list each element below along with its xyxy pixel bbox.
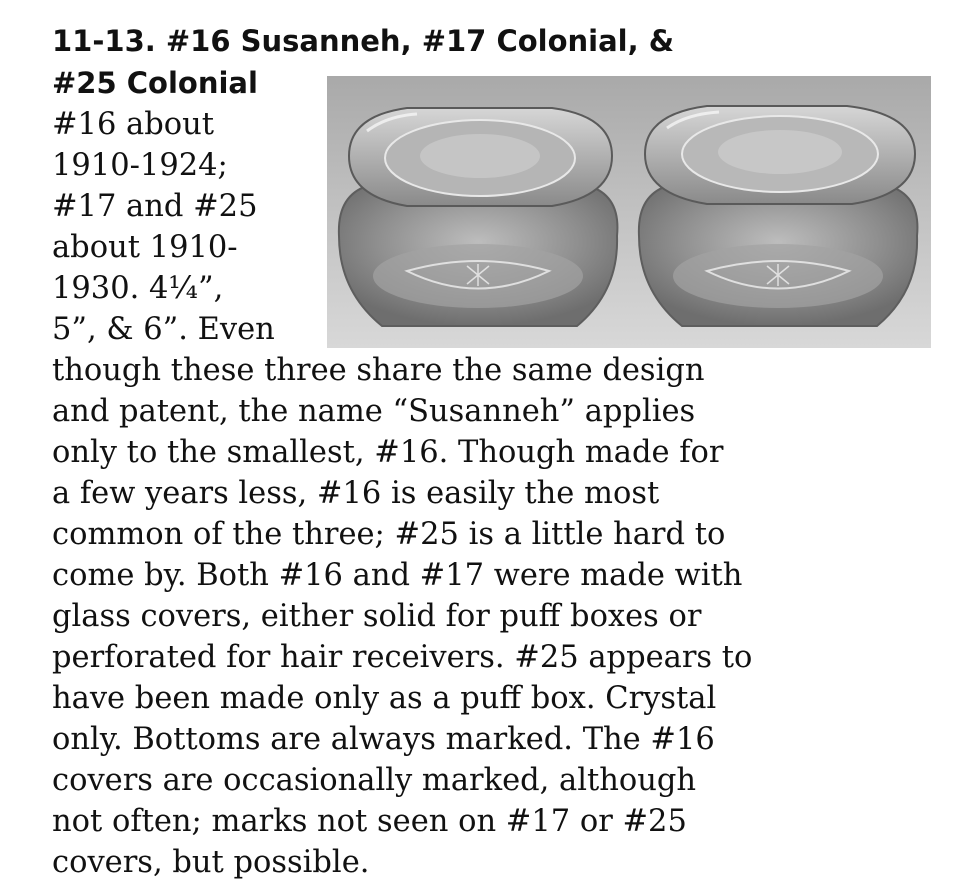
body-text-line: about 1910- xyxy=(52,230,238,265)
body-text-line: glass covers, either solid for puff boxes or xyxy=(52,599,702,634)
body-text-line: 1910-1924; xyxy=(52,148,228,183)
body-text-line: only. Bottoms are always marked. The #16 xyxy=(52,722,715,757)
body-text-line: and patent, the name “Susanneh” applies xyxy=(52,394,696,429)
body-text-line: a few years less, #16 is easily the most xyxy=(52,476,660,511)
body-text-line: have been made only as a puff box. Crystal xyxy=(52,681,717,716)
body-text-line: 1930. 4¼”, xyxy=(52,271,224,306)
glass-puff-boxes-illustration xyxy=(327,76,931,348)
body-text-line: not often; marks not seen on #17 or #25 xyxy=(52,804,687,839)
body-text-line: common of the three; #25 is a little hard to xyxy=(52,517,726,552)
body-text-line: #16 about xyxy=(52,107,215,142)
body-text-line: perforated for hair receivers. #25 appears to xyxy=(52,640,753,675)
body-text-line: covers, but possible. xyxy=(52,845,370,880)
entry-title-line-1: 11-13. #16 Susanneh, #17 Colonial, & xyxy=(52,24,675,58)
product-photo xyxy=(327,76,931,348)
body-text-line: only to the smallest, #16. Though made for xyxy=(52,435,724,470)
entry-title-line-2: #25 Colonial xyxy=(52,66,258,100)
body-text-line: come by. Both #16 and #17 were made with xyxy=(52,558,743,593)
body-text-line: #17 and #25 xyxy=(52,189,258,224)
body-text-line: though these three share the same design xyxy=(52,353,705,388)
left-puff-box xyxy=(339,108,618,326)
body-text-line: 5”, & 6”. Even xyxy=(52,312,275,347)
body-text-line: covers are occasionally marked, although xyxy=(52,763,697,798)
right-puff-box xyxy=(639,106,918,326)
